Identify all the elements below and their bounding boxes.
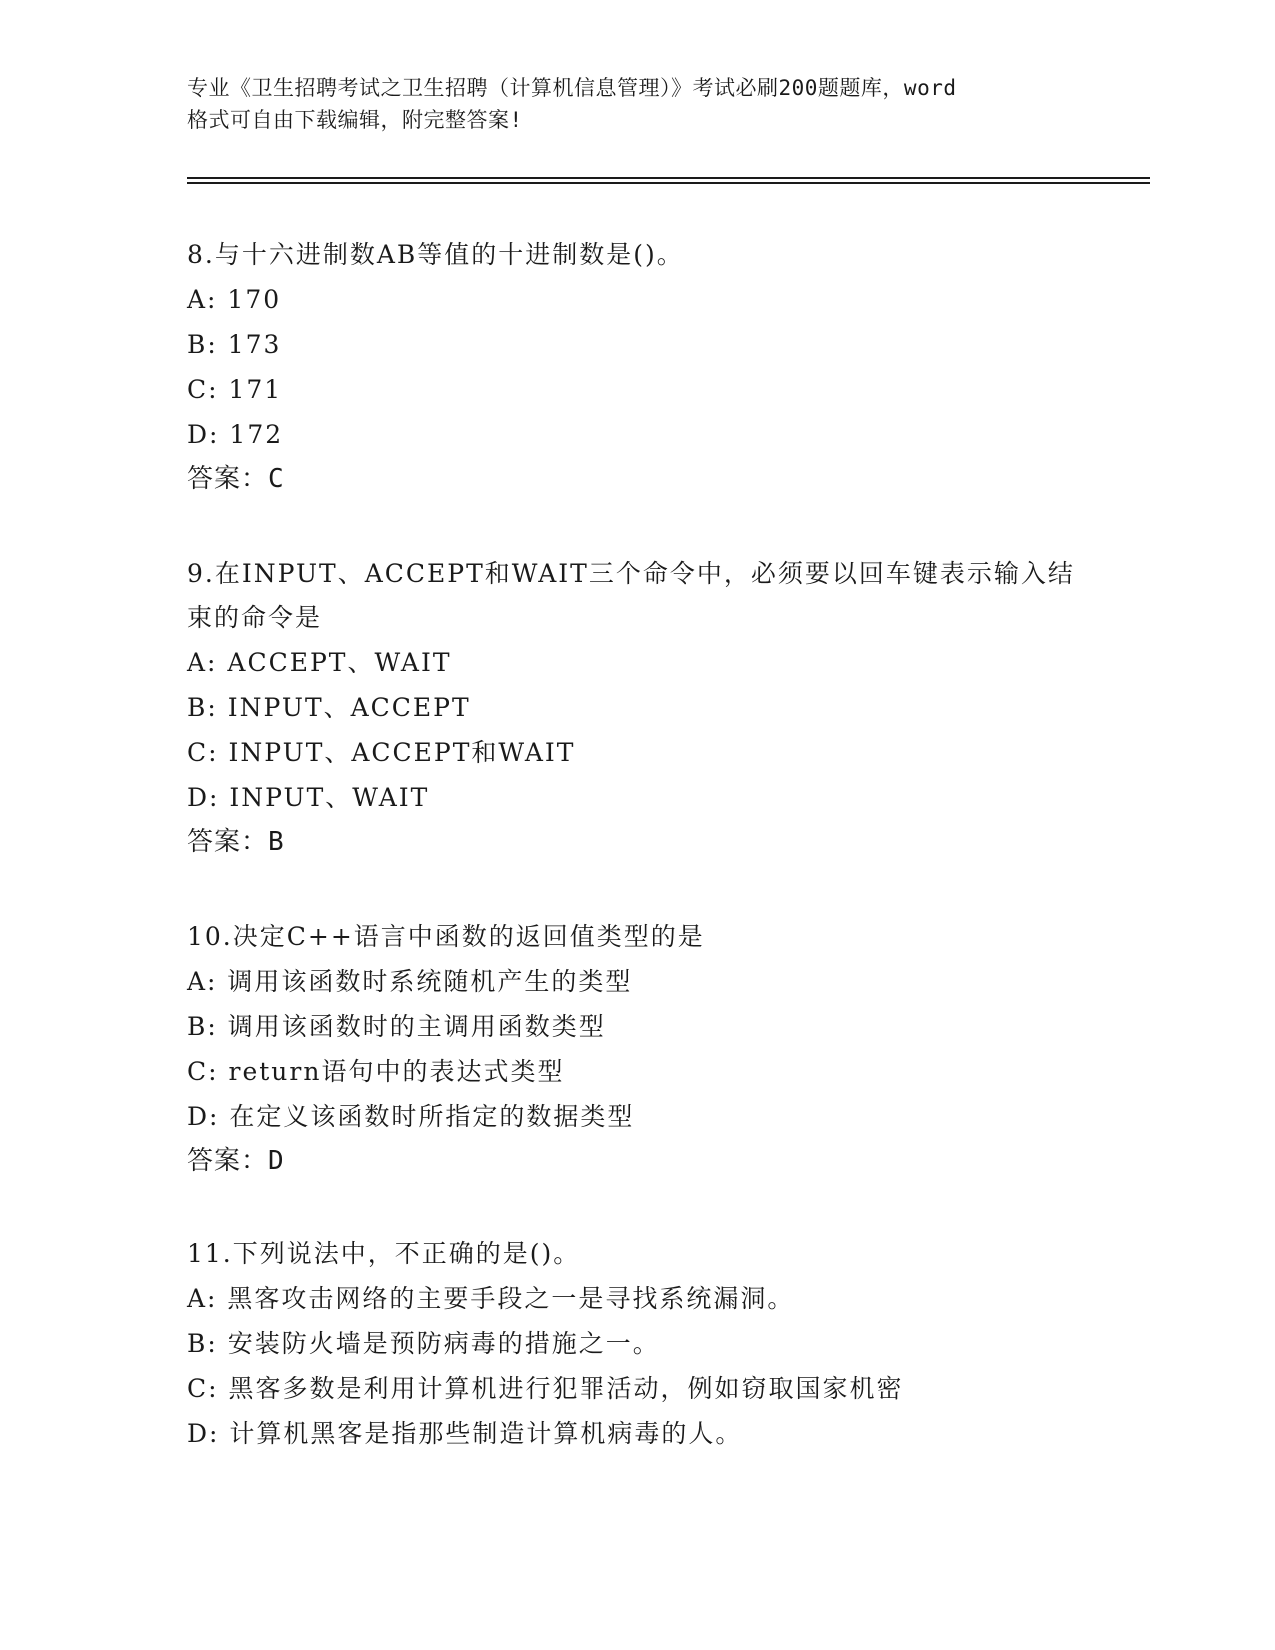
option-a: A: 调用该函数时系统随机产生的类型 bbox=[187, 967, 633, 996]
question-text-line-1: 9.在INPUT、ACCEPT和WAIT三个命令中，必须要以回车键表示输入结 bbox=[187, 559, 1075, 588]
option-b: B: 173 bbox=[187, 330, 282, 359]
option-a: A: ACCEPT、WAIT bbox=[187, 648, 452, 677]
option-c: C: 黑客多数是利用计算机进行犯罪活动，例如窃取国家机密 bbox=[187, 1374, 904, 1403]
question-text: 10.决定C++语言中函数的返回值类型的是 bbox=[187, 922, 705, 951]
option-a: A: 黑客攻击网络的主要手段之一是寻找系统漏洞。 bbox=[187, 1284, 795, 1313]
answer: 答案：D bbox=[187, 1146, 285, 1176]
question-9 bbox=[187, 552, 1087, 865]
header-divider-bottom bbox=[187, 182, 1150, 184]
answer: 答案：B bbox=[187, 827, 285, 857]
document-header bbox=[187, 72, 1087, 136]
option-b: B: 调用该函数时的主调用函数类型 bbox=[187, 1012, 606, 1041]
header-line-2: 格式可自由下载编辑，附完整答案! bbox=[187, 108, 523, 132]
answer: 答案：C bbox=[187, 464, 285, 494]
question-8 bbox=[187, 233, 1087, 502]
question-11 bbox=[187, 1232, 1087, 1456]
question-10 bbox=[187, 915, 1087, 1184]
option-d: D: 计算机黑客是指那些制造计算机病毒的人。 bbox=[187, 1419, 743, 1448]
option-a: A: 170 bbox=[187, 285, 282, 314]
option-d: D: INPUT、WAIT bbox=[187, 783, 430, 812]
question-text: 11.下列说法中，不正确的是()。 bbox=[187, 1239, 581, 1268]
option-c: C: 171 bbox=[187, 375, 283, 404]
header-line-1: 专业《卫生招聘考试之卫生招聘（计算机信息管理）》考试必刷200题题库，word bbox=[187, 76, 957, 100]
option-d: D: 172 bbox=[187, 420, 284, 449]
option-b: B: 安装防火墙是预防病毒的措施之一。 bbox=[187, 1329, 660, 1358]
option-c: C: INPUT、ACCEPT和WAIT bbox=[187, 738, 576, 767]
question-text: 8.与十六进制数AB等值的十进制数是()。 bbox=[187, 240, 684, 269]
option-b: B: INPUT、ACCEPT bbox=[187, 693, 471, 722]
question-text-line-2: 束的命令是 bbox=[187, 603, 323, 632]
option-d: D: 在定义该函数时所指定的数据类型 bbox=[187, 1102, 635, 1131]
option-c: C: return语句中的表达式类型 bbox=[187, 1057, 565, 1086]
header-divider-top bbox=[187, 177, 1150, 179]
